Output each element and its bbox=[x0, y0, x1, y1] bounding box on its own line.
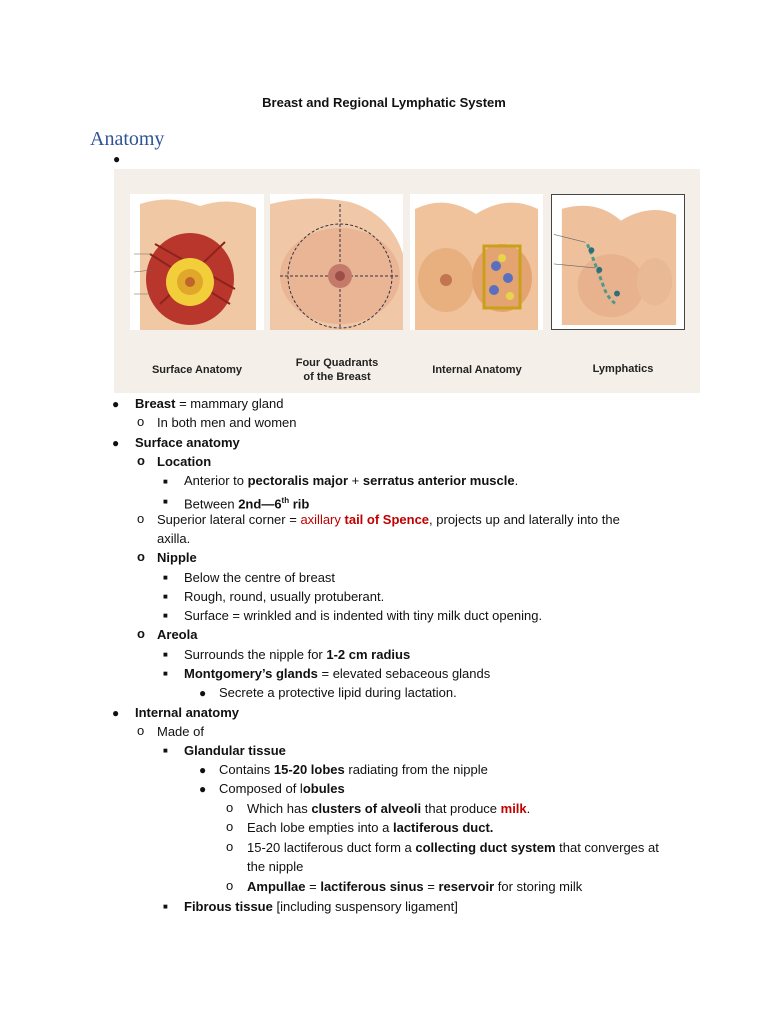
outline-line-fibrous: Fibrous tissue [including suspensory ligament] bbox=[184, 899, 458, 914]
outline-line-surface-anatomy: Surface anatomy bbox=[135, 435, 240, 450]
bullet-circle: o bbox=[137, 626, 145, 641]
bullet-square: ■ bbox=[163, 611, 168, 620]
outline-line-nipple-surface: Surface = wrinkled and is indented with tiny milk duct opening. bbox=[184, 608, 543, 623]
outline-line-lobes: Contains 15-20 lobes radiating from the nipple bbox=[219, 762, 488, 777]
outline-line-alveoli: Which has clusters of alveoli that produce milk. bbox=[247, 801, 531, 816]
caption-surface-anatomy: Surface Anatomy bbox=[151, 364, 243, 376]
bullet-square: ■ bbox=[163, 573, 168, 582]
internal-anatomy-illustration bbox=[410, 194, 543, 330]
bullet-circle: o bbox=[137, 511, 145, 526]
empty-bullet: ● bbox=[113, 152, 121, 166]
anatomy-figure bbox=[114, 169, 700, 393]
outline-line-internal-anatomy: Internal anatomy bbox=[135, 705, 240, 720]
bullet-disc: ● bbox=[199, 686, 207, 700]
document-title: Breast and Regional Lymphatic System bbox=[262, 95, 506, 110]
outline-line-montgomery: Montgomery’s glands = elevated sebaceous glands bbox=[184, 666, 491, 681]
caption-four-quadrants-line1: Four Quadrants bbox=[295, 357, 379, 369]
outline-line-lipid: Secrete a protective lipid during lactation. bbox=[219, 685, 457, 700]
bullet-disc: ● bbox=[199, 763, 207, 777]
bullet-square: ■ bbox=[163, 592, 168, 601]
bullet-circle: o bbox=[137, 549, 145, 564]
caption-lymphatics: Lymphatics bbox=[592, 363, 654, 375]
bullet-square: ■ bbox=[163, 902, 168, 911]
outline-line-nipple-shape: Rough, round, usually protuberant. bbox=[184, 589, 385, 604]
outline-line-location: Location bbox=[157, 454, 212, 469]
outline-line-ribs: Between 2nd—6th rib bbox=[184, 496, 310, 512]
lymphatics-illustration bbox=[551, 194, 685, 330]
outline-line-lobules: Composed of lobules bbox=[219, 781, 345, 796]
surface-anatomy-illustration bbox=[130, 194, 264, 330]
bullet-circle: o bbox=[137, 453, 145, 468]
outline-line-anterior: Anterior to pectoralis major + serratus anterior muscle. bbox=[184, 473, 519, 488]
outline-line-nipple-position: Below the centre of breast bbox=[184, 570, 336, 585]
outline-line-tail-of-spence-cont: axilla. bbox=[157, 531, 191, 546]
outline-line-both-sexes: In both men and women bbox=[157, 415, 297, 430]
bullet-circle: o bbox=[137, 723, 145, 738]
bullet-circle: o bbox=[226, 878, 234, 893]
four-quadrants-illustration bbox=[270, 194, 403, 330]
outline-line-areola: Areola bbox=[157, 627, 198, 642]
outline-line-areola-radius: Surrounds the nipple for 1-2 cm radius bbox=[184, 647, 411, 662]
bullet-circle: o bbox=[137, 414, 145, 429]
bullet-square: ■ bbox=[163, 477, 168, 486]
outline-line-collecting-duct-cont: the nipple bbox=[247, 859, 304, 874]
bullet-disc: ● bbox=[112, 706, 120, 720]
outline-line-made-of: Made of bbox=[157, 724, 204, 739]
bullet-disc: ● bbox=[199, 782, 207, 796]
outline-line-tail-of-spence: Superior lateral corner = axillary tail of Spence, projects up and laterally into the bbox=[157, 512, 620, 527]
bullet-square: ■ bbox=[163, 497, 168, 506]
bullet-square: ■ bbox=[163, 669, 168, 678]
bullet-circle: o bbox=[226, 819, 234, 834]
outline-line-ampullae: Ampullae = lactiferous sinus = reservoir for storing milk bbox=[247, 879, 583, 894]
outline-line-nipple: Nipple bbox=[157, 550, 197, 565]
outline-line-breast: Breast = mammary gland bbox=[135, 396, 284, 411]
bullet-circle: o bbox=[226, 800, 234, 815]
outline-line-collecting-duct: 15-20 lactiferous duct form a collecting duct system that converges at bbox=[247, 840, 659, 855]
outline-line-lactiferous-duct: Each lobe empties into a lactiferous duct. bbox=[247, 820, 494, 835]
bullet-disc: ● bbox=[112, 436, 120, 450]
section-heading-anatomy: Anatomy bbox=[90, 128, 165, 150]
bullet-square: ■ bbox=[163, 746, 168, 755]
bullet-disc: ● bbox=[112, 397, 120, 411]
bullet-circle: o bbox=[226, 839, 234, 854]
caption-internal-anatomy: Internal Anatomy bbox=[432, 364, 522, 376]
caption-four-quadrants-line2: of the Breast bbox=[303, 371, 371, 383]
bullet-square: ■ bbox=[163, 650, 168, 659]
outline-line-glandular: Glandular tissue bbox=[184, 743, 286, 758]
caption-four-quadrants bbox=[268, 356, 406, 384]
